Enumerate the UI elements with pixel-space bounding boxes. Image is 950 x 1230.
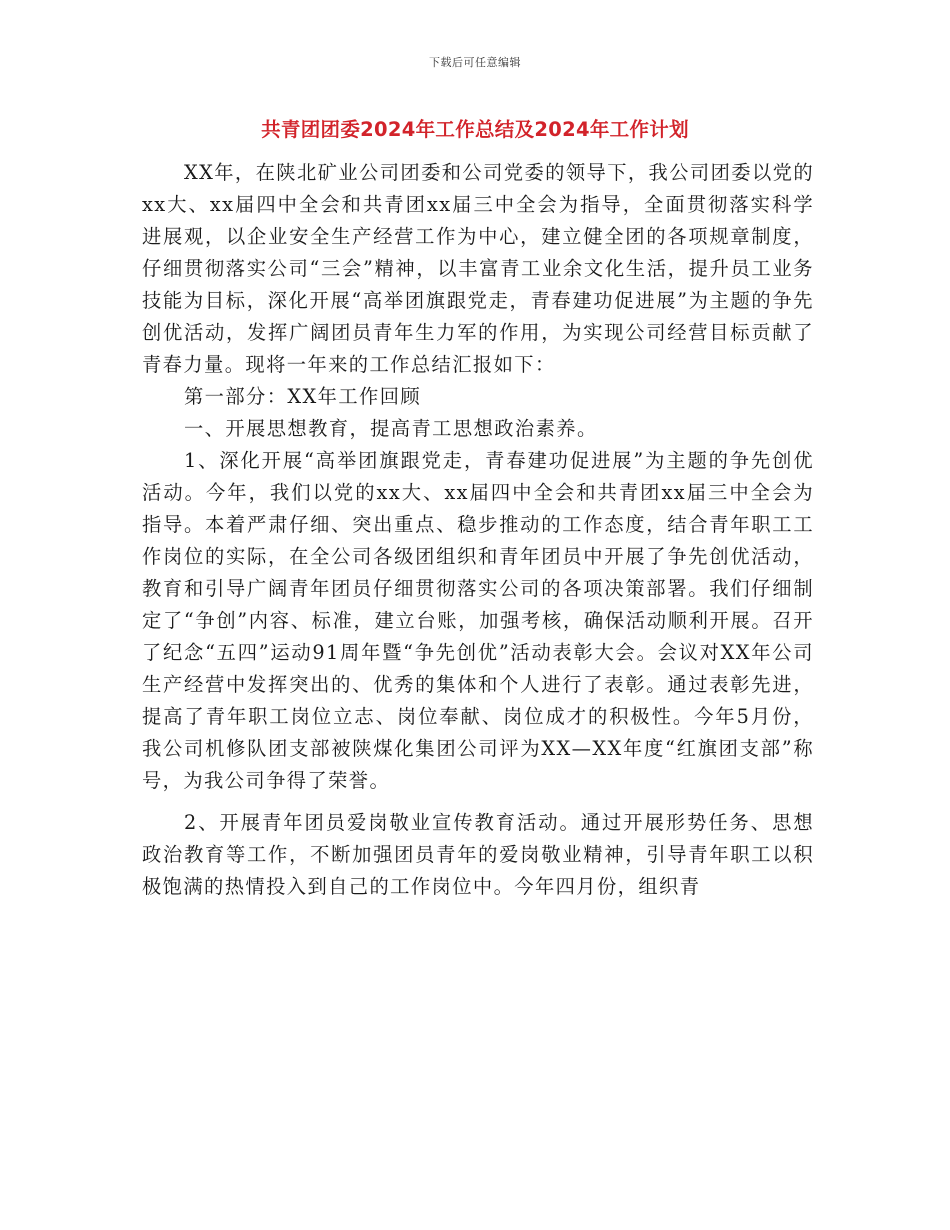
document-body bbox=[142, 157, 814, 903]
subsection-heading-one: 一、开展思想教育，提高青工思想政治素养。 bbox=[184, 417, 598, 440]
paragraph-intro: XX年，在陕北矿业公司团委和公司党委的领导下，我公司团委以党的xx大、xx届四中全会和共青团xx届三中全会为指导，全面贯彻落实科学进展观，以企业安全生产经营工作为中心，建立健全团的各项规章制度，仔细贯彻落实公司“三会”精神，以丰富青工业余文化生活，提升员工业务技能为目标，深化开展“高举团旗跟党走，青春建功促进展”为主题的争先创优活动，发挥广阔团员青年生力军的作用，为实现公司经营目标贡献了青春力量。现将一年来的工作总结汇报如下： bbox=[142, 161, 815, 376]
document-title: 共青团团委2024年工作总结及2024年工作计划 bbox=[261, 118, 689, 141]
paragraph-item-1: 1、深化开展“高举团旗跟党走，青春建功促进展”为主题的争先创优活动。今年，我们以党的xx大、xx届四中全会和共青团xx届三中全会为指导。本着严肃仔细、突出重点、稳步推动的工作态度，结合青年职工工作岗位的实际，在全公司各级团组织和青年团员中开展了争先创优活动，教育和引导广阔青年团员仔细贯彻落实公司的各项决策部署。我们仔细制定了“争创”内容、标准，建立台账，加强考核，确保活动顺利开展。召开了纪念“五四”运动91周年暨“争先创优”活动表彰大会。会议对XX年公司生产经营中发挥突出的、优秀的集体和个人进行了表彰。通过表彰先进，提高了青年职工岗位立志、岗位奉献、岗位成才的积极性。今年5月份，我公司机修队团支部被陕煤化集团公司评为XX—XX年度“红旗团支部”称号，为我公司争得了荣誉。 bbox=[142, 449, 814, 792]
paragraph-item-2: 2、开展青年团员爱岗敬业宣传教育活动。通过开展形势任务、思想政治教育等工作，不断加强团员青年的爱岗敬业精神，引导青年职工以积极饱满的热情投入到自己的工作岗位中。今年四月份，组织青 bbox=[142, 811, 814, 898]
section-heading-part-one: 第一部分：XX年工作回顾 bbox=[184, 385, 422, 408]
header-note: 下载后可任意编辑 bbox=[429, 56, 521, 69]
